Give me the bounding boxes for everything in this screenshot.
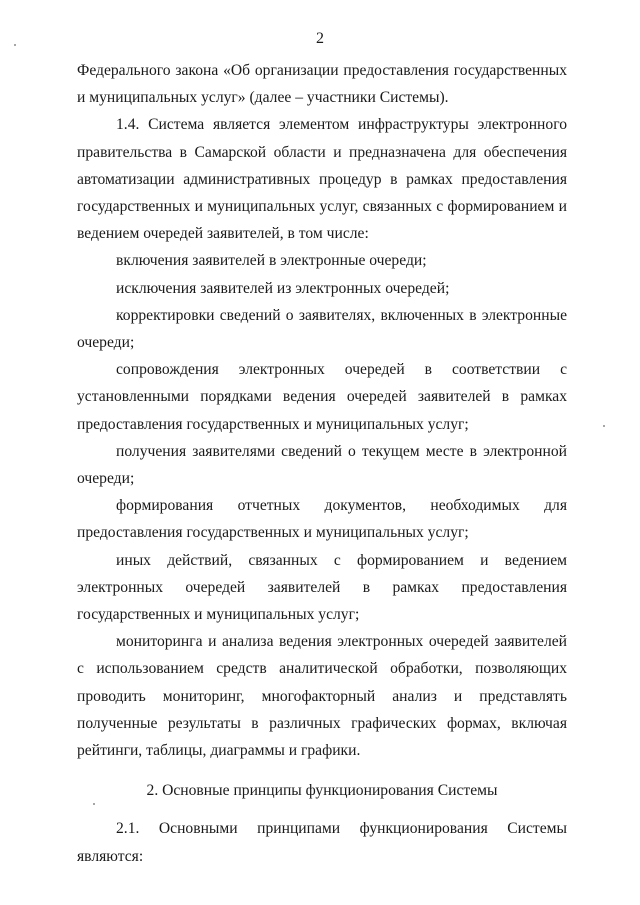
- section-heading: 2. Основные принципы функционирования Системы: [146, 782, 498, 800]
- paragraph-2-1: 2.1. Основными принципами функционирования Системы являются:: [77, 820, 567, 865]
- list-item: корректировки сведений о заявителях, включенных в электронные очереди;: [77, 306, 567, 352]
- list-item: исключения заявителей из электронных очередей;: [116, 279, 450, 297]
- list-item: получения заявителями сведений о текущем месте в электронной очереди;: [77, 442, 567, 488]
- list-item: иных действий, связанных с формированием и ведением электронных очередей заявителей в рамках предоставления государственных и муниципальных услуг;: [77, 551, 567, 624]
- page-number: 2: [316, 30, 324, 47]
- list-item: сопровождения электронных очередей в соответствии с установленными порядками ведения очередей заявителей в рамках предоставления государственных и муниципальных услуг;: [77, 361, 567, 433]
- paragraph-1-4: 1.4. Система является элементом инфраструктуры электронного правительства в Самарской области и предназначена для обеспечения автоматизации административных процедур в рамках предоставления государственных и муниципальных услуг, связанных с формированием и ведением очередей заявителей, в том числе:: [77, 116, 567, 243]
- document-body: [77, 57, 567, 870]
- scan-speck: [603, 425, 605, 427]
- list-item: включения заявителей в электронные очереди;: [116, 252, 427, 270]
- list-item: мониторинга и анализа ведения электронных очередей заявителей с использованием средств аналитической обработки, позволяющих проводить мониторинг, многофакторный анализ и представлять полученные результаты в различных графических формах, включая рейтинги, таблицы, диаграммы и графики.: [77, 633, 567, 760]
- list-item: формирования отчетных документов, необходимых для предоставления государственных и муниципальных услуг;: [77, 497, 567, 542]
- scan-speck: [93, 803, 95, 805]
- scan-speck: [14, 44, 16, 46]
- paragraph-continuation: Федерального закона «Об организации предоставления государственных и муниципальных услуг» (далее – участники Системы).: [77, 62, 567, 107]
